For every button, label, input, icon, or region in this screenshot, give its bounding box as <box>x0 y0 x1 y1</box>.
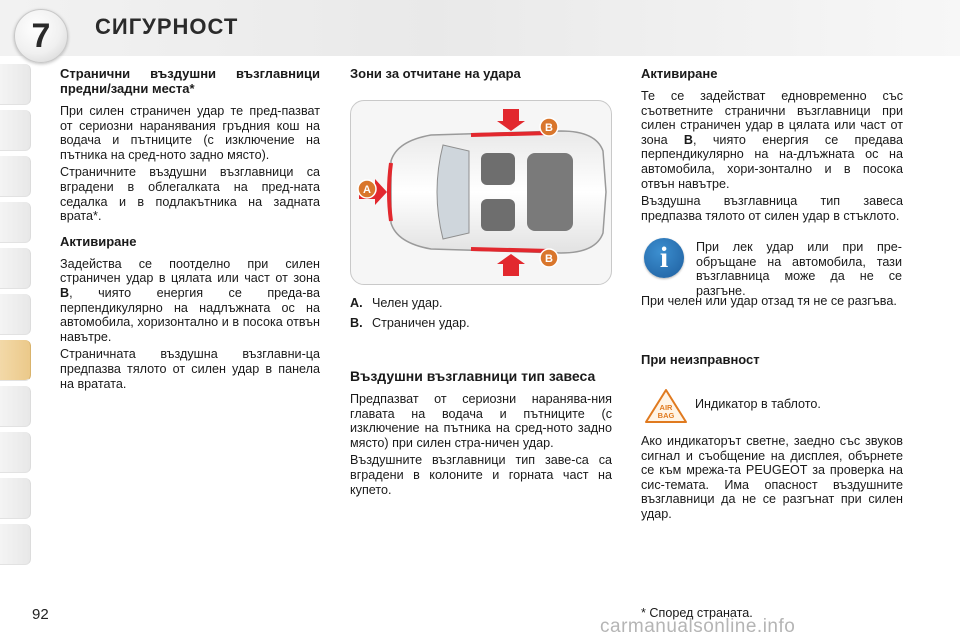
chapter-tab-8[interactable] <box>0 386 31 427</box>
malfunction-paragraph: Ако индикаторът светне, заедно със звуков сигнал и съобщение на дисплея, обърнете се към мрежа-та PEUGEOT за проверка на сис-темата. Има опасност въздушните възглавници да не се разгънат при силен удар. <box>641 434 903 521</box>
curtain-paragraph-1: Предпазват от сериозни наранява-ния главата на водача и пътниците (с изключение на пътника на сред-ното задно място) при силен стра-ничен удар. <box>350 392 612 450</box>
rear-impact-note: При челен или удар отзад тя не се разгъва. <box>641 294 897 308</box>
airbag-icon-text-air: AIR <box>659 403 673 412</box>
zone-label-a: A <box>363 184 371 196</box>
side-airbags-paragraph-2: Страничните въздушни възглавници са вградени в облегалката на пред-ната седалка и в подлакътника на задната врата*. <box>60 165 320 224</box>
airbag-warning-icon <box>644 388 688 424</box>
indicator-text: Индикатор в таблото. <box>695 397 821 411</box>
watermark: carmanualsonline.info <box>600 616 796 637</box>
chapter-title: СИГУРНОСТ <box>95 14 239 39</box>
left-column <box>60 66 320 394</box>
curtain-paragraph-2: Въздушните възглавници тип заве-са са вградени в колоните и горната част на купето. <box>350 453 612 497</box>
zone-label-b-bottom: B <box>545 253 553 265</box>
zone-label-b-top: B <box>545 122 553 134</box>
right-activation-section <box>641 66 903 226</box>
chapter-tab-6[interactable] <box>0 294 31 335</box>
car-top-view-illustration <box>351 101 611 284</box>
right-activation-heading: Активиране <box>641 66 718 81</box>
side-airbags-paragraph-1: При силен страничен удар те пред-пазват от сериозни наранявания гръдния кош на водача и пътниците (с изключение на пътника на сред-ното задно място). <box>60 104 320 162</box>
zone-b-ref-right: B <box>683 132 694 147</box>
left-activation-paragraph-1: Задейства се поотделно при силен страничен удар в цялата или част от зона B, чиято енергия се преда-ва перпендикулярно на надлъжната ос на автомобила, хоризонтално и в посока отвън навътре. <box>60 256 320 344</box>
chapter-tab-9[interactable] <box>0 432 31 473</box>
zone-b-ref: B <box>60 285 70 300</box>
info-note: При лек удар или при пре-обръщане на автомобила, тази възглавница може да не се разгъне. <box>696 240 902 298</box>
impact-zones-heading: Зони за отчитане на удара <box>350 66 521 81</box>
chapter-tab-1[interactable] <box>0 64 31 105</box>
page-number: 92 <box>32 606 49 623</box>
right-activation-paragraph-1: Те се задействат едновременно със съответните странични възглавници при силен страничен удар в цялата или част от зона B, чиято енергия се предава перпендикулярно на на-длъжната ос на автомобила, хори-зонтално и в посока отвън навътре. <box>641 89 903 191</box>
footnote: * Според страната. <box>641 606 753 620</box>
malfunction-heading: При неизправност <box>641 352 760 367</box>
curtain-airbags-heading: Въздушни възглавници тип завеса <box>350 368 596 384</box>
info-icon: i <box>644 238 684 278</box>
chapter-number-badge: 7 <box>14 9 68 63</box>
chapter-tab-4[interactable] <box>0 202 31 243</box>
chapter-tab-7-active[interactable] <box>0 340 31 381</box>
legend-item-a: A. Челен удар. <box>350 296 443 310</box>
impact-zones-diagram <box>350 100 612 285</box>
chapter-tab-2[interactable] <box>0 110 31 151</box>
airbag-icon-text-bag: BAG <box>657 411 675 420</box>
chapter-tab-strip <box>0 64 30 574</box>
chapter-tab-5[interactable] <box>0 248 31 289</box>
left-activation-paragraph-2: Страничната въздушна възглавни-ца предпазва тялото от силен удар в панела на вратата. <box>60 347 320 391</box>
right-activation-paragraph-2: Въздушна възглавница тип завеса предпазва тялото от силен удар в стъклото. <box>641 194 903 223</box>
side-airbags-heading: Странични въздушни възглавници предни/задни места* <box>60 66 320 96</box>
curtain-airbags-section <box>350 368 612 500</box>
chapter-tab-11[interactable] <box>0 524 31 565</box>
chapter-tab-3[interactable] <box>0 156 31 197</box>
chapter-tab-10[interactable] <box>0 478 31 519</box>
legend-item-b: B. Страничен удар. <box>350 316 470 330</box>
left-activation-heading: Активиране <box>60 233 137 249</box>
